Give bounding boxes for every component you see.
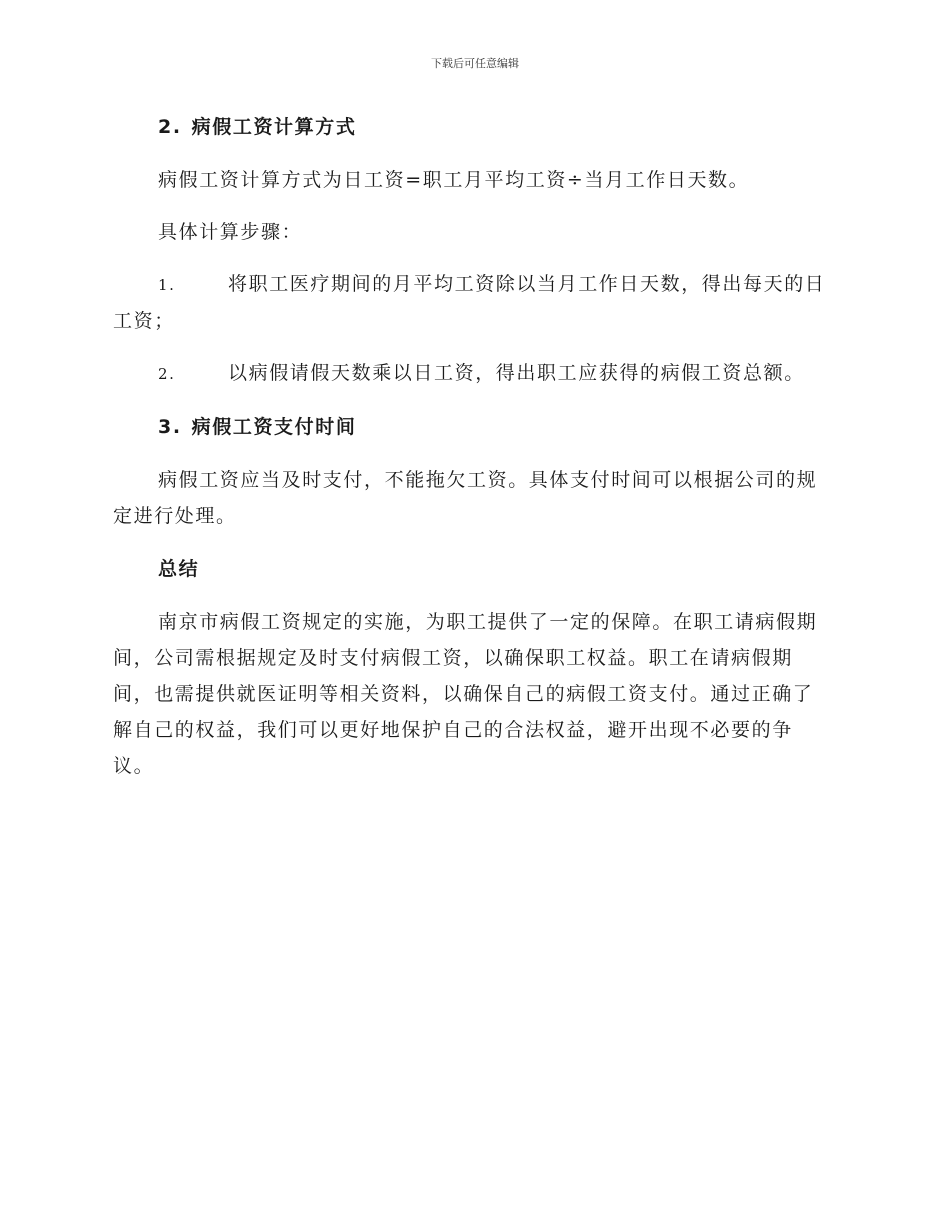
steps-intro: 具体计算步骤： [158,221,303,243]
step-number: 1. [158,276,176,294]
step-item-2 [113,355,833,392]
section-3-heading [113,408,833,446]
document-body [113,108,833,800]
section-3-paragraph: 病假工资应当及时支付，不能拖欠工资。具体支付时间可以根据公司的规定进行处理。 [113,469,818,527]
summary-paragraph: 南京市病假工资规定的实施，为职工提供了一定的保障。在职工请病假期间，公司需根据规定及时支付病假工资，以确保职工权益。职工在请病假期间，也需提供就医证明等相关资料，以确保自己的病假工资支付。通过正确了解自己的权益，我们可以更好地保护自己的合法权益，避开出现不必要的争议。 [113,611,818,777]
section-3-title: 病假工资支付时间 [191,416,357,438]
section-3-number: 3. [158,416,182,438]
section-2-number: 2. [158,116,182,138]
step-item-1 [113,266,833,339]
section-2-title: 病假工资计算方式 [191,116,357,138]
step-text: 将职工医疗期间的月平均工资除以当月工作日天数，得出每天的日工资； [113,273,826,332]
summary-heading: 总结 [158,558,200,580]
step-text: 以病假请假天数乘以日工资，得出职工应获得的病假工资总额。 [228,362,805,384]
header-note: 下载后可任意编辑 [431,57,519,70]
section-2-heading [113,108,833,146]
formula-paragraph: 病假工资计算方式为日工资=职工月平均工资÷当月工作日天数。 [158,169,750,191]
step-number: 2. [158,365,176,383]
